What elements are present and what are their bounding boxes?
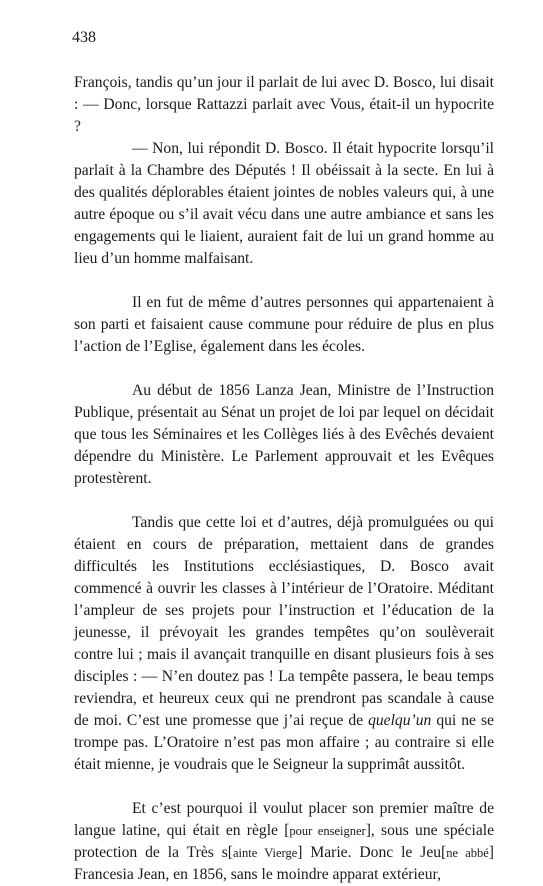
paragraph-4: Au début de 1856 Lanza Jean, Ministre de l’Instruction Publique, présentait au Sénat un projet de loi par lequel on décidait que tous les Séminaires et les Collèges liés à des Evêchés devaient dépendre du Ministère. Le Parlement approuvait et les Evêques protestèrent. (74, 382, 494, 487)
paragraph-5-emphasis: quelqu’un (368, 712, 432, 729)
paragraph-6-insert-c: ne abbé (446, 846, 489, 860)
paragraph-6-text-a: Et c’est pourquoi il voulut placer son premier maître de langue latine, qui était en règle [ (74, 800, 494, 839)
page-number: 438 (72, 29, 96, 46)
paragraph-2: — Non, lui répondit D. Bosco. Il était hypocrite lorsqu’il parlait à la Chambre des Députés ! Il obéissait à la secte. En lui à des qualités déplorables étaient jointes de nobles valeurs qui, à une autre époque ou s’il avait vécu dans une autre ambiance et sans les engagements qui le liaient, auraient fait de lui un grand homme au lieu d’un homme malfaisant. (74, 140, 494, 267)
paragraph-1: François, tandis qu’un jour il parlait de lui avec D. Bosco, lui disait : — Donc, lorsque Rattazzi parlait avec Vous, était-il un hypocrite ? (74, 74, 494, 135)
paragraph-5-text-b: qui ne se trompe pas. L’Oratoire n’est pas mon affaire ; au contraire si elle était mienne, je voudrais que le Seigneur la supprimât aussitôt. (74, 712, 494, 773)
paragraph-6-text-c: ] Marie. Donc le Jeu[ (297, 844, 447, 861)
paragraph-6-text-b: ], sous une spéciale protection de la Très s[ (74, 822, 494, 861)
body-text (74, 72, 494, 886)
paragraph-5-text-a: Tandis que cette loi et d’autres, déjà promulguées ou qui étaient en cours de préparation, mettaient dans de grandes difficultés les Institutions ecclésiastiques, D. Bosco avait commencé à ouvrir les classes à l’intérieur de l’Oratoire. Méditant l’ampleur de ses projets pour l’instruction et l’éducation de la jeunesse, il prévoyait les grandes tempêtes qu’on soulèverait contre lui ; mais il avançait tranquille en disant plusieurs fois à ses disciples : — N’en doutez pas ! La tempête passera, le beau temps reviendra, et heureux ceux qui ne prendront pas scandale à cause de moi. C’est une promesse que j’ai reçue de (74, 514, 494, 729)
paragraph-6-insert-b: ainte Vierge (233, 846, 298, 860)
paragraph-5 (74, 512, 494, 776)
paragraph-6-text-d: ] Francesia Jean, en 1856, sans le moindre apparat extérieur, (74, 844, 494, 883)
paragraph-6 (74, 798, 494, 886)
paragraph-6-insert-a: pour enseigner (289, 824, 366, 838)
paragraph-3: Il en fut de même d’autres personnes qui appartenaient à son parti et faisaient cause commune pour réduire de plus en plus l’action de l’Eglise, également dans les écoles. (74, 294, 494, 355)
